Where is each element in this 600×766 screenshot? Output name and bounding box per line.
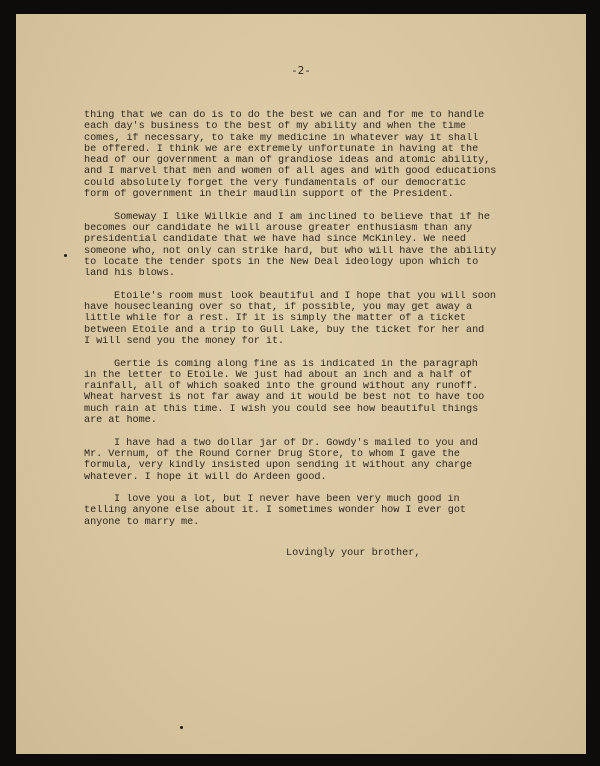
- letter-paragraph: [84, 359, 532, 427]
- paragraph-line: are at home.: [84, 415, 157, 427]
- letter-paragraph: [84, 438, 532, 483]
- paragraph-line: someone who, not only can strike hard, but who will have the ability: [84, 245, 497, 257]
- paragraph-line: rainfall, all of which soaked into the ground without any runoff.: [84, 381, 479, 393]
- letter-paragraph: [84, 494, 532, 528]
- letter-paragraph: [84, 291, 532, 347]
- paper-speck: [180, 726, 183, 729]
- paragraph-line: be offered. I think we are extremely unfortunate in having at the: [84, 143, 479, 155]
- paragraph-line: form of government in their maudlin support of the President.: [84, 189, 454, 201]
- paragraph-line: presidential candidate that we have had since McKinley. We need: [84, 234, 467, 246]
- letter-paragraph: [84, 212, 532, 280]
- paragraph-line: much rain at this time. I wish you could see how beautiful things: [84, 403, 479, 415]
- paragraph-line: I will send you the money for it.: [84, 335, 285, 347]
- paragraph-line: could absolutely forget the very fundamentals of our democratic: [84, 177, 467, 189]
- paragraph-line: each day's business to the best of my ability and when the time: [84, 121, 467, 133]
- letter-page: [16, 14, 586, 754]
- paragraph-line: I love you a lot, but I never have been very much good in: [114, 494, 460, 506]
- paper-speck: [64, 254, 67, 257]
- paragraph-line: in the letter to Etoile. We just had about an inch and a half of: [84, 369, 473, 381]
- paragraph-line: thing that we can do is to do the best we can and for me to handle: [84, 110, 485, 121]
- paragraph-line: Someway I like Willkie and I am inclined to believe that if he: [114, 211, 490, 223]
- page-number: -2-: [291, 64, 311, 77]
- paragraph-line: between Etoile and a trip to Gull Lake, buy the ticket for her and: [84, 324, 485, 336]
- paragraph-line: whatever. I hope it will do Ardeen good.: [84, 471, 327, 483]
- letter-paragraph: [84, 110, 532, 200]
- paragraph-line: I have had a two dollar jar of Dr. Gowdy's mailed to you and: [114, 437, 478, 449]
- paragraph-line: becomes our candidate he will arouse greater enthusiasm than any: [84, 222, 473, 234]
- paragraph-line: to locate the tender spots in the New Deal ideology upon which to: [84, 256, 479, 268]
- paragraph-line: little while for a rest. If it is simply the matter of a ticket: [84, 313, 467, 325]
- paragraph-line: head of our government a man of grandiose ideas and atomic ability,: [84, 155, 491, 167]
- paragraph-line: Gertie is coming along fine as is indicated in the paragraph: [114, 358, 478, 370]
- letter-body: [84, 110, 532, 539]
- closing-line: Lovingly your brother,: [286, 548, 421, 559]
- paragraph-line: comes, if necessary, to take my medicine in whatever way it shall: [84, 132, 479, 144]
- paragraph-line: land his blows.: [84, 268, 175, 280]
- paragraph-line: Wheat harvest is not far away and it would be best not to have too: [84, 392, 485, 404]
- paragraph-line: Etoile's room must look beautiful and I hope that you will soon: [114, 290, 497, 302]
- paragraph-line: Mr. Vernum, of the Round Corner Drug Store, to whom I gave the: [84, 448, 460, 460]
- paragraph-line: and I marvel that men and women of all ages and with good educations: [84, 166, 497, 178]
- paragraph-line: have housecleaning over so that, if possible, you may get away a: [84, 302, 473, 314]
- paragraph-line: anyone to marry me.: [84, 516, 200, 528]
- paragraph-line: telling anyone else about it. I sometimes wonder how I ever got: [84, 505, 467, 517]
- paragraph-line: formula, very kindly insisted upon sending it without any charge: [84, 460, 473, 472]
